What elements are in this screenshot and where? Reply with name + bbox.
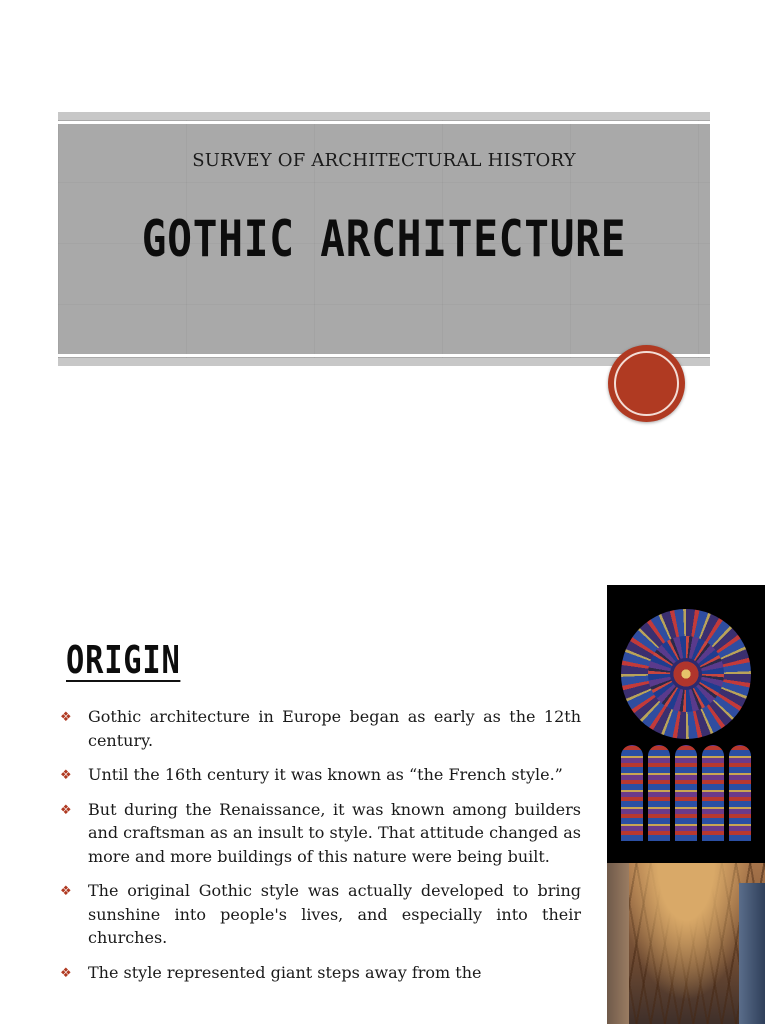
bullet-list (58, 705, 581, 995)
diamond-bullet-icon: ❖ (60, 710, 72, 725)
slide-subtitle: SURVEY OF ARCHITECTURAL HISTORY (192, 150, 576, 171)
slide-title: GOTHIC ARCHITECTURE (141, 210, 627, 268)
rose-window-image (621, 609, 751, 739)
bullet-text: The style represented giant steps away from the (88, 962, 482, 982)
badge-ring (614, 351, 679, 416)
list-item (58, 879, 581, 950)
vault-window (739, 883, 765, 1024)
title-band (58, 112, 710, 366)
diamond-bullet-icon: ❖ (60, 768, 72, 783)
red-circle-badge (608, 345, 685, 422)
band-bottom-line (58, 354, 710, 357)
vaulted-ceiling-image (607, 863, 765, 1024)
cathedral-photo (607, 585, 765, 1024)
diamond-bullet-icon: ❖ (60, 802, 72, 818)
bullet-text: But during the Renaissance, it was known among builders and craftsman as an insult to style. That attitude changed as more and more buildings of this nature were being built. (88, 799, 581, 866)
list-item (58, 763, 581, 787)
diamond-bullet-icon: ❖ (60, 965, 72, 981)
band-top-line (58, 121, 710, 124)
list-item (58, 961, 581, 985)
bullet-text: The original Gothic style was actually developed to bring sunshine into people's lives, and especially into their churches. (88, 881, 581, 947)
lancet-window (621, 745, 643, 841)
band-top-stripe (58, 112, 710, 120)
lancet-window (729, 745, 751, 841)
lancet-windows-image (621, 745, 751, 841)
lancet-window (648, 745, 670, 841)
diamond-bullet-icon: ❖ (60, 884, 72, 899)
rose-window-inner (648, 636, 724, 712)
origin-heading: ORIGIN (66, 638, 181, 682)
lancet-window (675, 745, 697, 841)
list-item (58, 798, 581, 869)
vault-pillar (607, 863, 629, 1024)
bullet-text: Gothic architecture in Europe began as early as the 12th century. (88, 707, 581, 750)
list-item (58, 705, 581, 752)
rose-window-center (670, 658, 702, 690)
lancet-window (702, 745, 724, 841)
bullet-text: Until the 16th century it was known as “the French style.” (88, 765, 563, 784)
